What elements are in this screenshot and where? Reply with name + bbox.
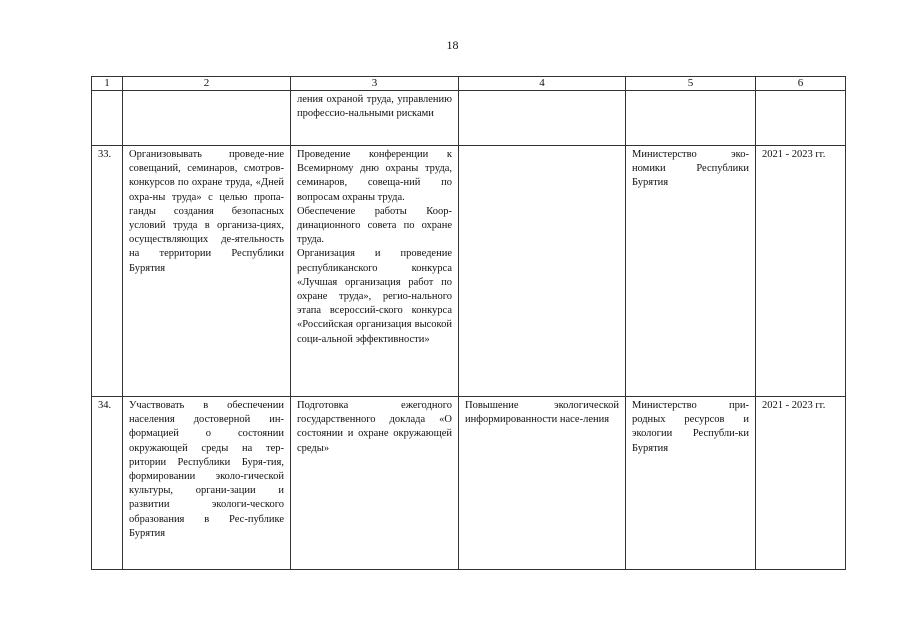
- activity-cell: [291, 91, 459, 146]
- activity-text: ления охраной труда, управлению профессио-нальными рисками: [297, 94, 452, 120]
- activity-cell: [291, 146, 459, 397]
- column-number: 4: [459, 77, 626, 91]
- activity-cell: [291, 397, 459, 570]
- column-number: 3: [291, 77, 459, 91]
- activity-text: Подготовка ежегодного государственного доклада «О состоянии и охране окружающей среды»: [297, 400, 452, 454]
- row-number-cell: 33.: [92, 146, 123, 397]
- column-number: 2: [123, 77, 291, 91]
- row-number-cell: 34.: [92, 397, 123, 570]
- result-cell: [459, 146, 626, 397]
- row-number-cell: [92, 91, 123, 146]
- page-number: 18: [446, 38, 459, 52]
- period-cell: 2021 - 2023 гг.: [756, 397, 846, 570]
- activity-text: Проведение конференции к Всемирному дню охраны труда, семинаров, совеща-ний по вопросам охраны труда.: [297, 149, 452, 203]
- executor-cell: Министерство эко-номики Республики Бурятия: [626, 146, 756, 397]
- period-cell: [756, 91, 846, 146]
- activity-text: Обеспечение работы Коор-динационного совета по охране труда.: [297, 205, 452, 246]
- period-cell: 2021 - 2023 гг.: [756, 146, 846, 397]
- column-number-row: [92, 77, 846, 91]
- result-cell: Повышение экологической информированности насе-ления: [459, 397, 626, 570]
- continuation-row: [92, 91, 846, 146]
- activity-text: Организация и проведение республиканского конкурса «Лучшая организация работ по охране труда», регио-нального этапа всероссий-ского конкурса «Российская организация высокой соци-альной эффективности»: [297, 248, 452, 345]
- column-number: 5: [626, 77, 756, 91]
- column-number: 1: [92, 77, 123, 91]
- plan-table: [91, 76, 846, 570]
- task-cell: Участвовать в обеспечении населения достоверной ин-формацией о состоянии окружающей среды на тер-ритории Республики Буря-тия, формировании эколо-гической культуры, органи-зации и развитии экологи-ческого образования в Рес-публике Бурятия: [123, 397, 291, 570]
- task-cell: Организовывать проведе-ние совещаний, семинаров, смотров-конкурсов по охране труда, «Дней охра-ны труда» с целью пропа-ганды создания безопасных условий труда в организа-циях, осуществляющих де-ятельность на территории Республики Бурятия: [123, 146, 291, 397]
- table-row: [92, 146, 846, 397]
- executor-cell: [626, 91, 756, 146]
- table-row: [92, 397, 846, 570]
- column-number: 6: [756, 77, 846, 91]
- task-cell: [123, 91, 291, 146]
- result-cell: [459, 91, 626, 146]
- executor-cell: Министерство при-родных ресурсов и экологии Республи-ки Бурятия: [626, 397, 756, 570]
